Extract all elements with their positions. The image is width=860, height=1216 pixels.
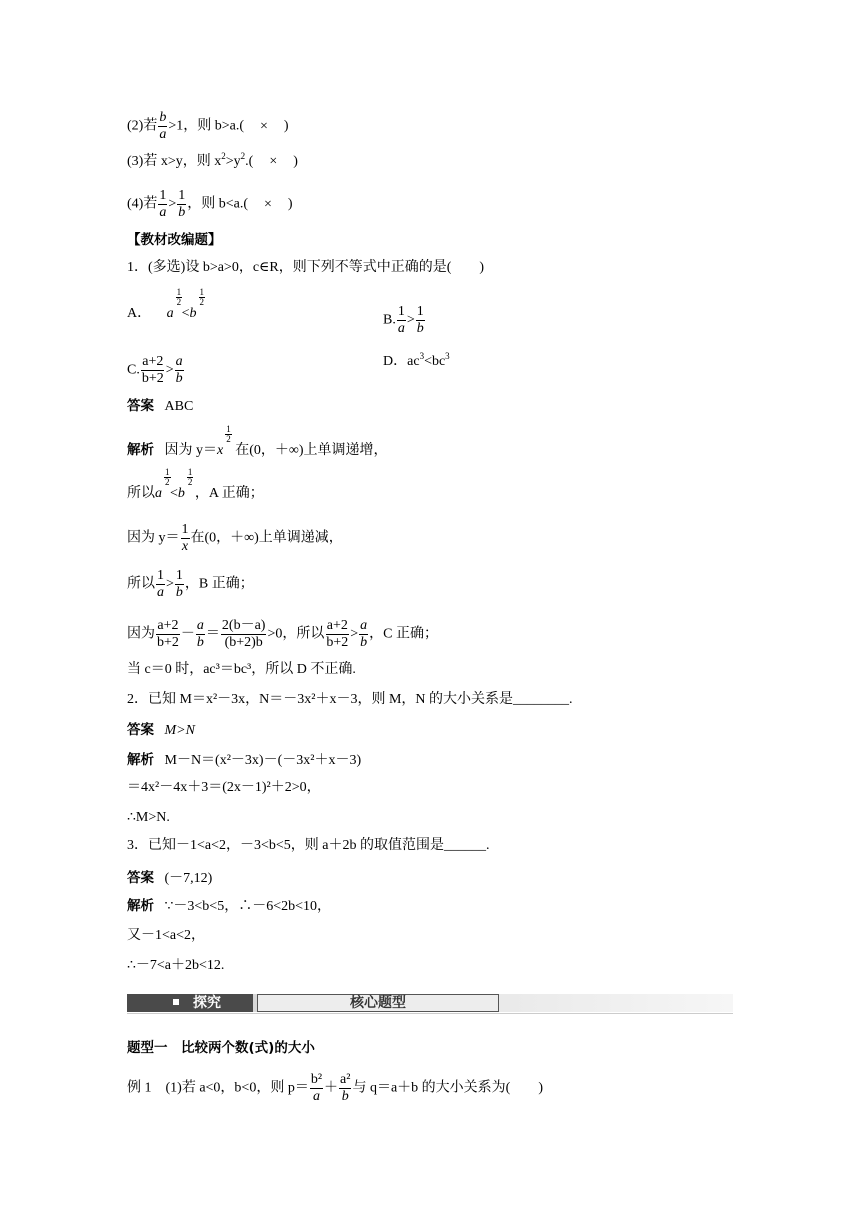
q2-analysis-line-1: [127, 750, 361, 771]
analysis-text: ，A 正确；: [194, 486, 264, 501]
operator: －: [180, 626, 195, 642]
analysis-text: >0，所以: [267, 626, 325, 642]
fraction: [177, 188, 186, 221]
paren: ): [283, 118, 289, 134]
fraction: [156, 568, 165, 601]
banner-underline: [127, 1013, 733, 1014]
banner-tab-core: 核心题型: [257, 994, 499, 1012]
denominator: b: [175, 585, 183, 600]
denominator: a: [397, 321, 405, 336]
denominator: a: [157, 585, 164, 600]
base: x: [217, 443, 224, 458]
base: b: [189, 306, 197, 321]
denominator: a: [159, 205, 167, 220]
example-text: 与 q＝a＋b 的大小关系为( ): [352, 1080, 544, 1096]
q3-analysis-line-1: [127, 896, 331, 917]
operator: ＋: [324, 1080, 339, 1096]
fraction: [397, 304, 406, 337]
base: a: [166, 306, 174, 321]
exponent: [186, 468, 195, 488]
fraction: [196, 618, 205, 651]
question-3-stem: 3．已知－1<a<2，－3<b<5，则 a＋2b 的取值范围是______.: [127, 838, 490, 853]
paren: ): [287, 196, 293, 212]
section-banner: [127, 994, 733, 1016]
operator: >: [406, 312, 415, 328]
answer-value: (－7,12): [164, 871, 213, 886]
exponent: 2: [240, 151, 246, 161]
type-heading: 题型一 比较两个数(式)的大小: [127, 1040, 315, 1056]
numerator: 1: [176, 287, 182, 298]
cross-mark: ×: [260, 118, 268, 134]
numerator: 1: [175, 568, 183, 583]
operator: <: [170, 486, 178, 501]
cross-mark: ×: [269, 154, 278, 169]
fraction: [325, 618, 349, 651]
numerator: 1: [178, 188, 186, 203]
base: b: [177, 486, 185, 501]
fraction: [158, 188, 167, 221]
power: [177, 467, 193, 504]
paren: ): [293, 154, 298, 169]
option-label: A．: [127, 306, 152, 321]
item-text: >1，则 b>a.(: [168, 118, 244, 134]
q1-analysis-line-3: [127, 522, 343, 555]
numerator: 2(b－a): [221, 618, 266, 633]
power: [155, 467, 170, 504]
q2-analysis-line-2: ＝4x²－4x＋3＝(2x－1)²＋2>0，: [127, 780, 321, 795]
numerator: 1: [199, 287, 205, 298]
numerator: a+2: [142, 354, 164, 369]
item-text: (3)若 x>y，则 x: [127, 154, 222, 169]
item-text: >y: [225, 154, 241, 169]
exponent: [224, 425, 233, 445]
power: [217, 424, 231, 461]
fraction: [175, 568, 184, 601]
analysis-label: 解析: [127, 442, 154, 458]
option-b: [383, 304, 426, 337]
operator: <: [181, 306, 190, 321]
analysis-text: 因为: [127, 626, 155, 642]
operator: >: [168, 196, 177, 212]
denominator: a: [312, 1089, 320, 1104]
q1-answer: [127, 396, 193, 417]
fraction: [156, 618, 180, 651]
numerator: 1: [187, 467, 193, 478]
exponent: [175, 288, 184, 308]
fraction: [221, 618, 267, 651]
denominator: 2: [226, 434, 231, 445]
analysis-text: 在(0，＋∞)上单调递增，: [235, 443, 388, 458]
exponent: [198, 288, 207, 308]
denominator: a: [159, 127, 167, 142]
answer-label: 答案: [127, 870, 154, 886]
denominator: b: [360, 635, 368, 650]
base: a: [155, 486, 162, 501]
numerator: a: [196, 618, 204, 633]
option-label: C.: [127, 362, 140, 378]
numerator: a²: [340, 1072, 351, 1087]
fraction: [416, 304, 425, 337]
denominator: (b+2)b: [224, 635, 263, 650]
numerator: 1: [416, 304, 424, 319]
q1-analysis-line-5: [127, 618, 438, 651]
analysis-text: 所以: [127, 576, 155, 592]
numerator: a: [360, 618, 368, 633]
denominator: b: [341, 1089, 349, 1104]
example-text: 例 1 (1)若 a<0，b<0，则 p＝: [127, 1080, 309, 1096]
cross-mark: ×: [264, 196, 272, 212]
q1-analysis-line-1: [127, 424, 388, 461]
operator: >: [165, 362, 174, 378]
denominator: 2: [187, 477, 193, 488]
numerator: 1: [397, 304, 405, 319]
answer-label: 答案: [127, 722, 154, 738]
judge-item-2: [127, 110, 289, 143]
analysis-text: 因为 y＝: [164, 443, 217, 458]
denominator: b: [175, 371, 183, 386]
denominator: b: [178, 205, 186, 220]
operator: >: [166, 576, 174, 592]
option-label: D．: [383, 354, 408, 369]
answer-value: ABC: [164, 399, 194, 414]
item-text: .(: [245, 154, 254, 169]
judge-item-3: [127, 152, 298, 172]
denominator: b+2: [141, 371, 164, 386]
option-a: [127, 287, 205, 324]
judge-item-4: [127, 188, 293, 221]
analysis-text: ，C 正确；: [369, 626, 439, 642]
denominator: x: [181, 539, 189, 554]
denominator: 2: [165, 477, 170, 488]
exponent: 3: [419, 351, 425, 361]
fraction: [181, 522, 190, 555]
fraction: [310, 1072, 323, 1105]
analysis-label: 解析: [127, 898, 154, 914]
option-text: ac: [407, 354, 420, 369]
power: [189, 287, 205, 324]
item-text: ，则 b<a.(: [187, 196, 249, 212]
numerator: 1: [165, 467, 170, 478]
numerator: 1: [181, 522, 189, 537]
numerator: b²: [310, 1072, 323, 1087]
power: [166, 287, 182, 324]
q3-analysis-line-3: ∴－7<a＋2b<12.: [127, 958, 225, 973]
fraction: [158, 110, 167, 143]
operator: >: [350, 626, 359, 642]
exponent: 2: [221, 151, 226, 161]
exponent: [163, 468, 172, 488]
item-text: (2)若: [127, 118, 158, 134]
option-c: [127, 354, 185, 387]
fraction: [175, 354, 184, 387]
q1-analysis-line-4: [127, 568, 254, 601]
analysis-text: 在(0，＋∞)上单调递减，: [190, 530, 343, 546]
example-1: [127, 1072, 543, 1105]
q3-analysis-line-2: 又－1<a<2，: [127, 928, 206, 943]
analysis-label: 解析: [127, 752, 154, 768]
numerator: 1: [157, 568, 164, 583]
q2-answer: [127, 720, 195, 741]
item-text: (4)若: [127, 196, 158, 212]
denominator: 2: [176, 297, 182, 308]
q1-analysis-line-6: 当 c＝0 时，ac³＝bc³，所以 D 不正确.: [127, 662, 356, 677]
analysis-text: ，B 正确；: [184, 576, 254, 592]
exponent: 3: [445, 351, 450, 361]
q1-analysis-line-2: [127, 467, 264, 504]
option-label: B.: [383, 312, 396, 328]
question-1-stem: 1．(多选)设 b>a>0，c∈R，则下列不等式中正确的是( ): [127, 260, 485, 275]
numerator: a+2: [326, 618, 348, 633]
banner-tab-explore: [127, 994, 253, 1012]
q2-analysis-line-3: ∴M>N.: [127, 810, 170, 825]
fraction: [339, 1072, 351, 1105]
operator: ＝: [205, 626, 220, 642]
answer-label: 答案: [127, 398, 154, 414]
q3-answer: [127, 868, 212, 889]
numerator: a+2: [157, 618, 179, 633]
fraction: [359, 618, 368, 651]
numerator: a: [175, 354, 183, 369]
answer-value: M>N: [164, 723, 195, 738]
numerator: b: [159, 110, 167, 125]
banner-tab-label: 探究: [193, 995, 221, 1011]
option-text: <bc: [424, 354, 446, 369]
question-2-stem: 2．已知 M＝x²－3x，N＝－3x²＋x－3，则 M，N 的大小关系是________.: [127, 692, 573, 707]
analysis-text: 所以: [127, 486, 155, 501]
fraction: [141, 354, 165, 387]
section-heading: 【教材改编题】: [127, 232, 222, 248]
option-d: [383, 352, 450, 372]
denominator: b+2: [157, 635, 179, 650]
analysis-text: M－N＝(x²－3x)－(－3x²＋x－3): [164, 753, 362, 768]
analysis-text: ∵－3<b<5，∴－6<2b<10，: [164, 899, 331, 914]
denominator: b: [196, 635, 204, 650]
numerator: 1: [226, 424, 231, 435]
analysis-text: 因为 y＝: [127, 530, 180, 546]
numerator: 1: [159, 188, 167, 203]
denominator: 2: [199, 297, 205, 308]
denominator: b: [416, 321, 424, 336]
denominator: b+2: [326, 635, 349, 650]
square-bullet-icon: [173, 999, 179, 1005]
